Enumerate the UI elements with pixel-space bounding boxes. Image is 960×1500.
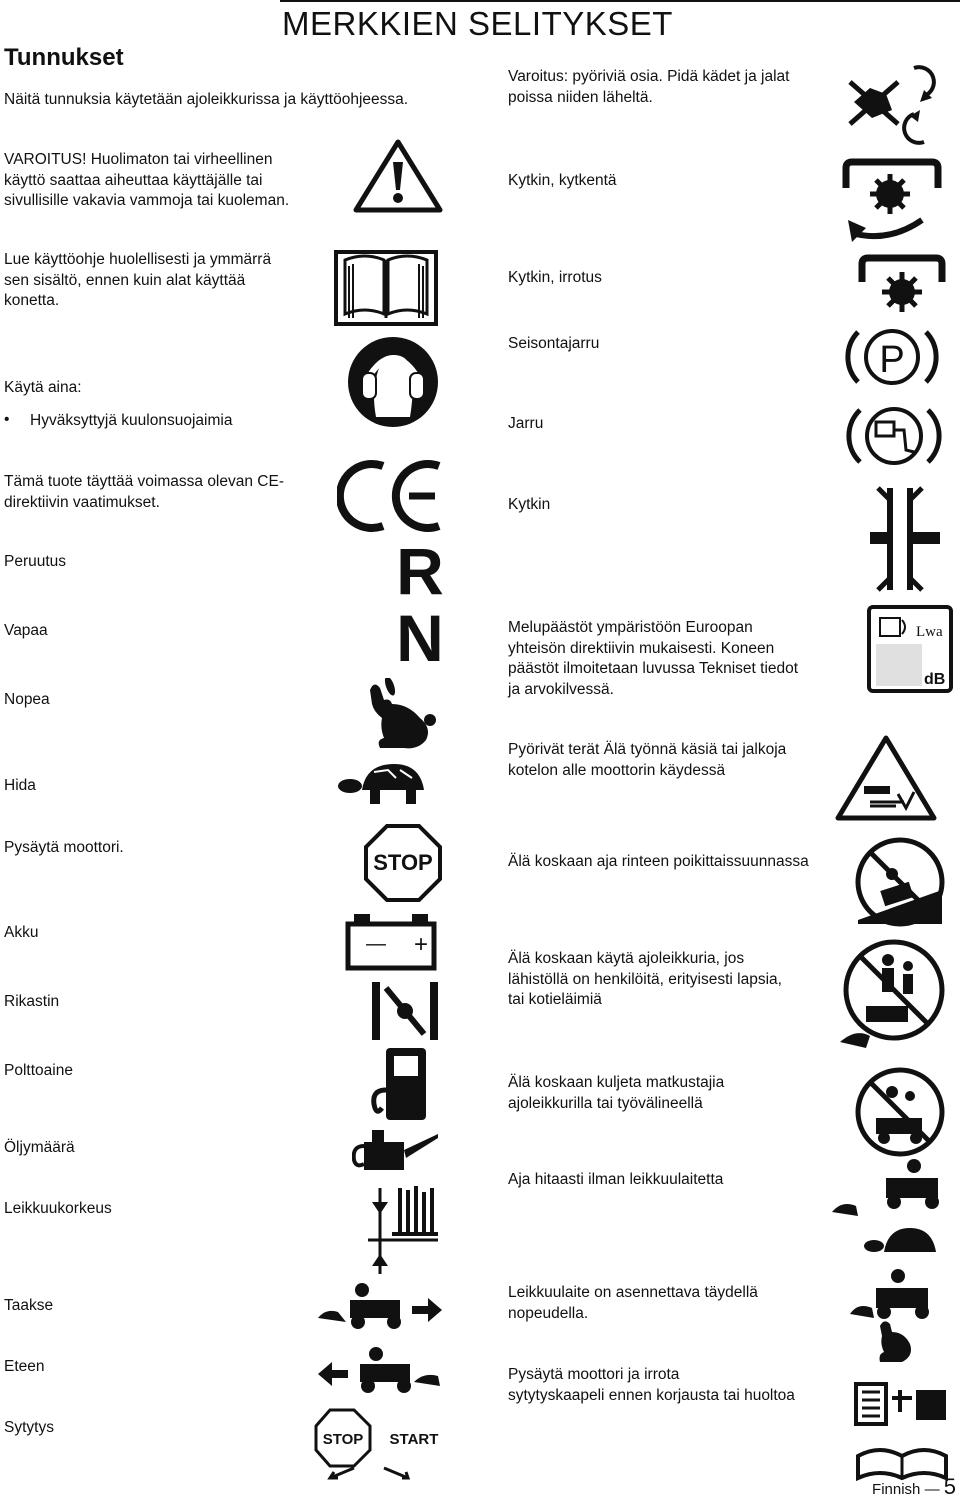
rotating-parts-text: Varoitus: pyöriviä osia. Pidä kädet ja jalat poissa niiden läheltä. bbox=[508, 68, 790, 106]
bullet: • bbox=[4, 411, 10, 428]
hearing-protection-icon bbox=[346, 335, 440, 429]
reverse-r-icon: R bbox=[396, 534, 444, 608]
no-cross-slope-icon bbox=[852, 834, 948, 930]
battery-plus-text: + bbox=[414, 931, 429, 958]
parking-brake-icon bbox=[844, 322, 940, 392]
battery-text: Akku bbox=[4, 924, 39, 941]
ce-mark-icon bbox=[337, 458, 445, 534]
footer-language: Finnish bbox=[872, 1481, 921, 1498]
clutch-release-text: Kytkin, irrotus bbox=[508, 269, 602, 286]
brake-text: Jarru bbox=[508, 415, 544, 432]
clutch-text: Kytkin bbox=[508, 496, 551, 513]
full-speed-deck-icon bbox=[846, 1268, 942, 1368]
clutch-engage-icon bbox=[840, 158, 944, 248]
stop-sign-icon bbox=[364, 824, 442, 902]
rabbit-fast-icon bbox=[360, 678, 440, 754]
cut-height-text: Leikkuukorkeus bbox=[4, 1200, 112, 1217]
lwa-text: Lwa bbox=[916, 624, 943, 640]
slow-without-deck-icon bbox=[828, 1156, 944, 1264]
no-passengers-text: Älä koskaan kuljeta matkustajia ajoleikkurilla tai työvälineellä bbox=[508, 1074, 725, 1112]
neutral-text: Vapaa bbox=[4, 622, 48, 639]
ignition-text: Sytytys bbox=[4, 1419, 54, 1436]
cutting-height-icon bbox=[364, 1184, 440, 1276]
ce-text: Tämä tuote täyttää voimassa olevan CE- direktiivin vaatimukset. bbox=[4, 473, 284, 511]
parking-brake-text: Seisontajarru bbox=[508, 335, 600, 352]
oil-text: Öljymäärä bbox=[4, 1139, 75, 1156]
turtle-slow-icon bbox=[336, 760, 432, 810]
noise-text: Melupäästöt ympäristöön Euroopan yhteisön direktiivin mukaisesti. Koneen päästöt ilmoitetaan luvussa Tekniset tiedot ja arvokilvessä. bbox=[508, 619, 799, 698]
ignition-start-text: START bbox=[389, 1431, 439, 1448]
clutch-release-icon bbox=[858, 254, 946, 316]
rotating-parts-icon bbox=[846, 58, 946, 148]
reverse-text: Peruutus bbox=[4, 553, 67, 570]
slow-no-deck-text: Aja hitaasti ilman leikkuulaitetta bbox=[508, 1171, 724, 1188]
section-title: Tunnukset bbox=[4, 44, 124, 71]
slow-text: Hida bbox=[4, 777, 36, 794]
no-passengers-icon bbox=[852, 1064, 948, 1160]
service-disconnect-icon bbox=[852, 1378, 952, 1482]
mower-forward-icon bbox=[316, 1342, 444, 1394]
footer-dash: — bbox=[924, 1481, 940, 1498]
ignition-stop-text: STOP bbox=[322, 1431, 364, 1448]
choke-text: Rikastin bbox=[4, 993, 60, 1010]
battery-minus-text: — bbox=[366, 933, 386, 955]
mower-backward-icon bbox=[316, 1278, 444, 1330]
fuel-pump-icon bbox=[368, 1044, 438, 1124]
service-text: Pysäytä moottori ja irrota sytytyskaapeli ennen korjausta tai huoltoa bbox=[508, 1366, 795, 1404]
clutch-engage-text: Kytkin, kytkentä bbox=[508, 172, 617, 189]
manual-text: Lue käyttöohje huolellisesti ja ymmärrä sen sisältö, ennen kuin alat käyttää konetta. bbox=[4, 251, 272, 309]
intro-text: Näitä tunnuksia käytetään ajoleikkurissa ja käyttöohjeessa. bbox=[4, 91, 409, 108]
rotating-blades-warning-icon bbox=[834, 734, 938, 822]
backward-text: Taakse bbox=[4, 1297, 54, 1314]
ignition-stop-start-icon bbox=[314, 1406, 444, 1482]
neutral-n-icon: N bbox=[396, 601, 444, 675]
oil-can-icon bbox=[352, 1124, 442, 1174]
fast-text: Nopea bbox=[4, 691, 50, 708]
blades-text: Pyörivät terät Älä työnnä käsiä tai jalkoja kotelon alle moottorin käydessä bbox=[508, 741, 787, 779]
parking-p-text: P bbox=[879, 339, 905, 381]
hearing-protection-text: Hyväksyttyjä kuulonsuojaimia bbox=[30, 412, 233, 429]
full-speed-text: Leikkuulaite on asennettava täydellä nopeudella. bbox=[508, 1284, 758, 1322]
forward-text: Eteen bbox=[4, 1358, 45, 1375]
header-rule bbox=[280, 0, 960, 2]
brake-icon bbox=[846, 400, 942, 472]
clutch-icon bbox=[870, 484, 942, 594]
noise-label-icon bbox=[866, 604, 954, 694]
warning-text: VAROITUS! Huolimaton tai virheellinen käyttö saattaa aiheuttaa käyttäjälle tai sivullisille vakavia vammoja tai kuoleman. bbox=[4, 151, 290, 209]
no-cross-slope-text: Älä koskaan aja rinteen poikittaissuunnassa bbox=[508, 853, 809, 870]
manual-book-icon bbox=[333, 248, 439, 328]
stop-engine-text: Pysäytä moottori. bbox=[4, 839, 124, 856]
choke-icon bbox=[370, 980, 440, 1042]
battery-icon bbox=[344, 912, 438, 972]
no-people-nearby-icon bbox=[836, 936, 946, 1052]
stop-sign-text: STOP bbox=[373, 850, 433, 875]
always-use-text: Käytä aina: bbox=[4, 379, 82, 396]
page-number: 5 bbox=[943, 1474, 956, 1499]
db-text: dB bbox=[924, 671, 946, 688]
no-people-text: Älä koskaan käytä ajoleikkuria, jos lähistöllä on henkilöitä, erityisesti lapsia, tai kotieläimiä bbox=[508, 950, 782, 1008]
warning-triangle-icon bbox=[352, 138, 444, 214]
fuel-text: Polttoaine bbox=[4, 1062, 73, 1079]
page-title: MERKKIEN SELITYKSET bbox=[282, 5, 673, 42]
